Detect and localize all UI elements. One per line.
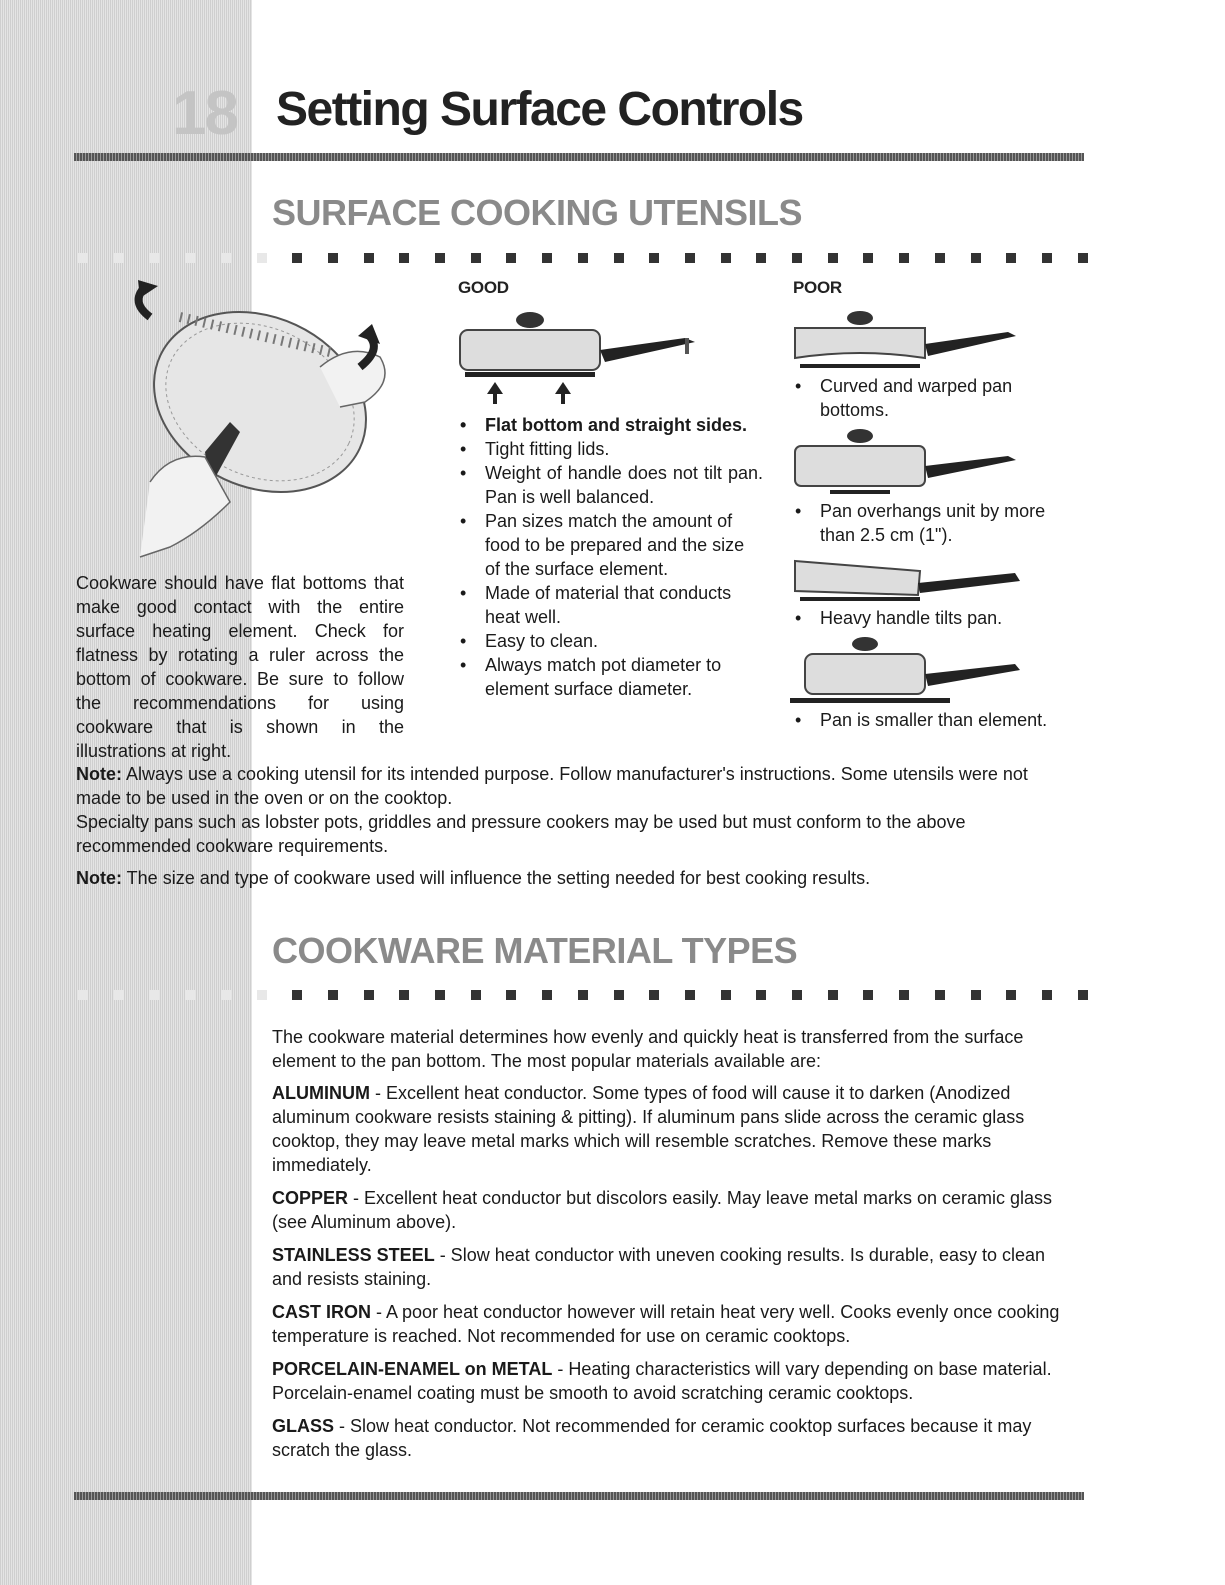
divider-dot: [185, 253, 195, 263]
list-item: • Pan is smaller than element.: [793, 708, 1083, 732]
divider-dot: [114, 990, 124, 1000]
divider-dot: [1006, 990, 1016, 1000]
divider-dot: [114, 253, 124, 263]
divider-dot: [649, 253, 659, 263]
divider-dot: [506, 253, 516, 263]
divider-dot: [328, 990, 338, 1000]
material-text: - Slow heat conductor. Not recommended for ceramic cooktop surfaces because it may scratch the glass.: [272, 1416, 1032, 1460]
page-title: Setting Surface Controls: [276, 83, 803, 136]
material-name: COPPER: [272, 1188, 349, 1208]
pan-illustration: [790, 636, 1030, 706]
rotate-arrow-icon: [138, 280, 158, 317]
material-aluminum: [272, 1081, 1072, 1177]
divider-dot: [935, 253, 945, 263]
material-name: GLASS: [272, 1416, 335, 1436]
divider-dot: [899, 990, 909, 1000]
material-text: - Excellent heat conductor. Some types of food will cause it to darken (Anodized aluminum cookware resists staining & pitting). If aluminum pans slide across the ceramic glass cooktop, they may leave metal marks which will resemble scratches. Remove these marks immediately.: [272, 1083, 1025, 1175]
dotted-divider: [78, 253, 1088, 263]
list-item: • Pan overhangs unit by more than 2.5 cm (1").: [793, 499, 1083, 547]
divider-dot: [399, 990, 409, 1000]
page-number: 18: [172, 79, 237, 148]
divider-dot: [1042, 990, 1052, 1000]
divider-dot: [649, 990, 659, 1000]
divider-dot: [971, 253, 981, 263]
material-name: ALUMINUM: [272, 1083, 370, 1103]
divider-dot: [863, 253, 873, 263]
list-item: • Tight fitting lids.: [458, 437, 763, 461]
good-label: GOOD: [458, 278, 509, 297]
divider-dot: [185, 990, 195, 1000]
divider-dot: [149, 990, 159, 1000]
divider-dot: [1078, 253, 1088, 263]
good-list: [458, 413, 763, 701]
pan-illustration: [455, 310, 715, 405]
divider-dot: [78, 990, 88, 1000]
list-item: • Flat bottom and straight sides.: [458, 413, 763, 437]
list-item: • Heavy handle tilts pan.: [793, 606, 1083, 630]
divider-dot: [257, 990, 267, 1000]
note-1: [76, 762, 1076, 810]
list-item: • Always match pot diameter to element surface diameter.: [458, 653, 763, 701]
divider-dot: [542, 990, 552, 1000]
ruler-check-illustration: [110, 272, 410, 562]
divider-dot: [471, 253, 481, 263]
note-2: [76, 866, 1076, 890]
specialty-pans-text: Specialty pans such as lobster pots, griddles and pressure cookers may be used but must conform to the above recommended cookware requirements.: [76, 812, 966, 856]
divider-dot: [614, 990, 624, 1000]
divider-dot: [756, 253, 766, 263]
divider-dot: [792, 253, 802, 263]
material-glass: [272, 1414, 1072, 1462]
divider-dot: [1078, 990, 1088, 1000]
arrow-up-icon: [555, 382, 571, 404]
divider-dot: [506, 990, 516, 1000]
footer-rule: [74, 1492, 1084, 1500]
material-stainless-steel: [272, 1243, 1072, 1291]
divider-dot: [828, 253, 838, 263]
material-name: CAST IRON: [272, 1302, 371, 1322]
divider-dot: [578, 990, 588, 1000]
divider-dot: [899, 253, 909, 263]
divider-dot: [221, 253, 231, 263]
pan-illustration: [790, 428, 1030, 498]
material-text: - Slow heat conductor with uneven cooking results. Is durable, easy to clean and resists staining.: [272, 1245, 1046, 1289]
divider-dot: [1042, 253, 1052, 263]
material-cast-iron: [272, 1300, 1072, 1348]
material-text: - Heating characteristics will vary depending on base material. Porcelain-enamel coating must be smooth to avoid scratching ceramic cooktops.: [272, 1359, 1052, 1403]
divider-dot: [257, 253, 267, 263]
divider-dot: [149, 253, 159, 263]
divider-dot: [292, 990, 302, 1000]
list-item: • Pan sizes match the amount of food to be prepared and the size of the surface element.: [458, 509, 763, 581]
divider-dot: [828, 990, 838, 1000]
divider-dot: [435, 990, 445, 1000]
divider-dot: [435, 253, 445, 263]
divider-dot: [792, 990, 802, 1000]
divider-dot: [221, 990, 231, 1000]
pan-illustration: [790, 310, 1030, 370]
poor-label: POOR: [793, 278, 842, 297]
list-item: • Made of material that conducts heat well.: [458, 581, 763, 629]
divider-dot: [1006, 253, 1016, 263]
divider-dot: [364, 990, 374, 1000]
material-porcelain-enamel: [272, 1357, 1072, 1405]
divider-dot: [614, 253, 624, 263]
divider-dot: [364, 253, 374, 263]
list-item: • Easy to clean.: [458, 629, 763, 653]
dotted-divider: [78, 990, 1088, 1000]
divider-dot: [685, 253, 695, 263]
divider-dot: [756, 990, 766, 1000]
divider-dot: [578, 253, 588, 263]
list-item: • Weight of handle does not tilt pan. Pan is well balanced.: [458, 461, 763, 509]
divider-dot: [971, 990, 981, 1000]
note-label: Note:: [76, 868, 122, 888]
material-text: - A poor heat conductor however will retain heat very well. Cooks evenly once cooking temperature is reached. Not recommended for use on ceramic cooktops.: [272, 1302, 1060, 1346]
divider-dot: [721, 990, 731, 1000]
divider-dot: [399, 253, 409, 263]
section-title-utensils: SURFACE COOKING UTENSILS: [272, 192, 803, 233]
divider-dot: [685, 990, 695, 1000]
divider-dot: [721, 253, 731, 263]
divider-dot: [78, 253, 88, 263]
utensils-intro: Cookware should have flat bottoms that make good contact with the entire surface heating element. Check for flatness by rotating a ruler across the bottom of cookware. Be sure to follow the recommendations for using cookware that is shown in the illustrations at right.: [76, 573, 404, 761]
divider-dot: [863, 990, 873, 1000]
material-name: STAINLESS STEEL: [272, 1245, 435, 1265]
divider-dot: [328, 253, 338, 263]
note-text: The size and type of cookware used will influence the setting needed for best cooking results.: [122, 868, 871, 888]
note-text: Always use a cooking utensil for its intended purpose. Follow manufacturer's instructions. Some utensils were not made to be used in the oven or on the cooktop.: [76, 764, 1028, 808]
arrow-up-icon: [487, 382, 503, 404]
divider-dot: [542, 253, 552, 263]
material-name: PORCELAIN-ENAMEL on METAL: [272, 1359, 553, 1379]
material-text: - Excellent heat conductor but discolors easily. May leave metal marks on ceramic glass (see Aluminum above).: [272, 1188, 1052, 1232]
list-item: • Curved and warped pan bottoms.: [793, 374, 1083, 422]
note-label: Note:: [76, 764, 122, 784]
divider-dot: [471, 990, 481, 1000]
section-title-materials: COOKWARE MATERIAL TYPES: [272, 930, 798, 971]
title-rule: [74, 153, 1084, 161]
materials-intro: The cookware material determines how evenly and quickly heat is transferred from the surface element to the pan bottom. The most popular materials available are:: [272, 1027, 1024, 1071]
divider-dot: [292, 253, 302, 263]
pan-illustration: [790, 553, 1030, 603]
divider-dot: [935, 990, 945, 1000]
material-copper: [272, 1186, 1072, 1234]
